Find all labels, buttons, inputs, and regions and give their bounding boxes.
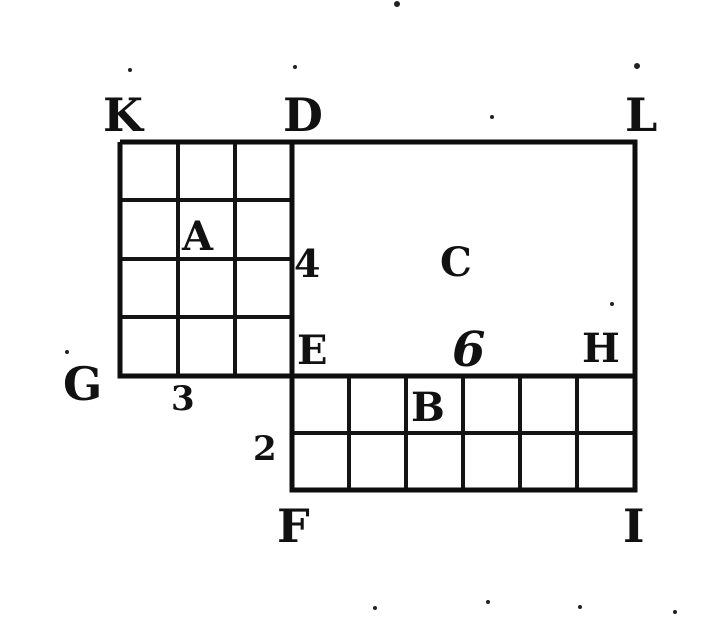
side-number-ed: 4 — [294, 241, 321, 286]
print-speck — [293, 65, 297, 69]
print-speck — [634, 63, 640, 69]
point-label-d: D — [283, 88, 323, 142]
point-label-i: I — [623, 499, 645, 553]
point-label-f: F — [277, 499, 310, 553]
print-speck — [373, 606, 377, 610]
print-speck — [490, 115, 494, 119]
region-label-a: A — [182, 213, 214, 260]
point-label-k: K — [103, 88, 143, 142]
print-speck — [128, 68, 132, 72]
print-speck — [65, 350, 69, 354]
print-speck — [673, 610, 677, 614]
side-number-ge: 3 — [171, 379, 195, 419]
side-number-eh: 6 — [452, 322, 486, 378]
region-label-c: C — [440, 239, 472, 286]
point-label-l: L — [625, 88, 658, 142]
rectangle-b-grid — [292, 376, 635, 490]
print-speck — [610, 302, 614, 306]
print-speck — [486, 600, 490, 604]
side-number-fe: 2 — [253, 429, 277, 469]
point-label-e: E — [297, 327, 328, 374]
region-label-b: B — [411, 384, 445, 431]
print-speck — [394, 1, 400, 7]
print-speck — [578, 605, 582, 609]
point-label-h: H — [582, 325, 620, 372]
point-label-g: G — [63, 357, 103, 411]
